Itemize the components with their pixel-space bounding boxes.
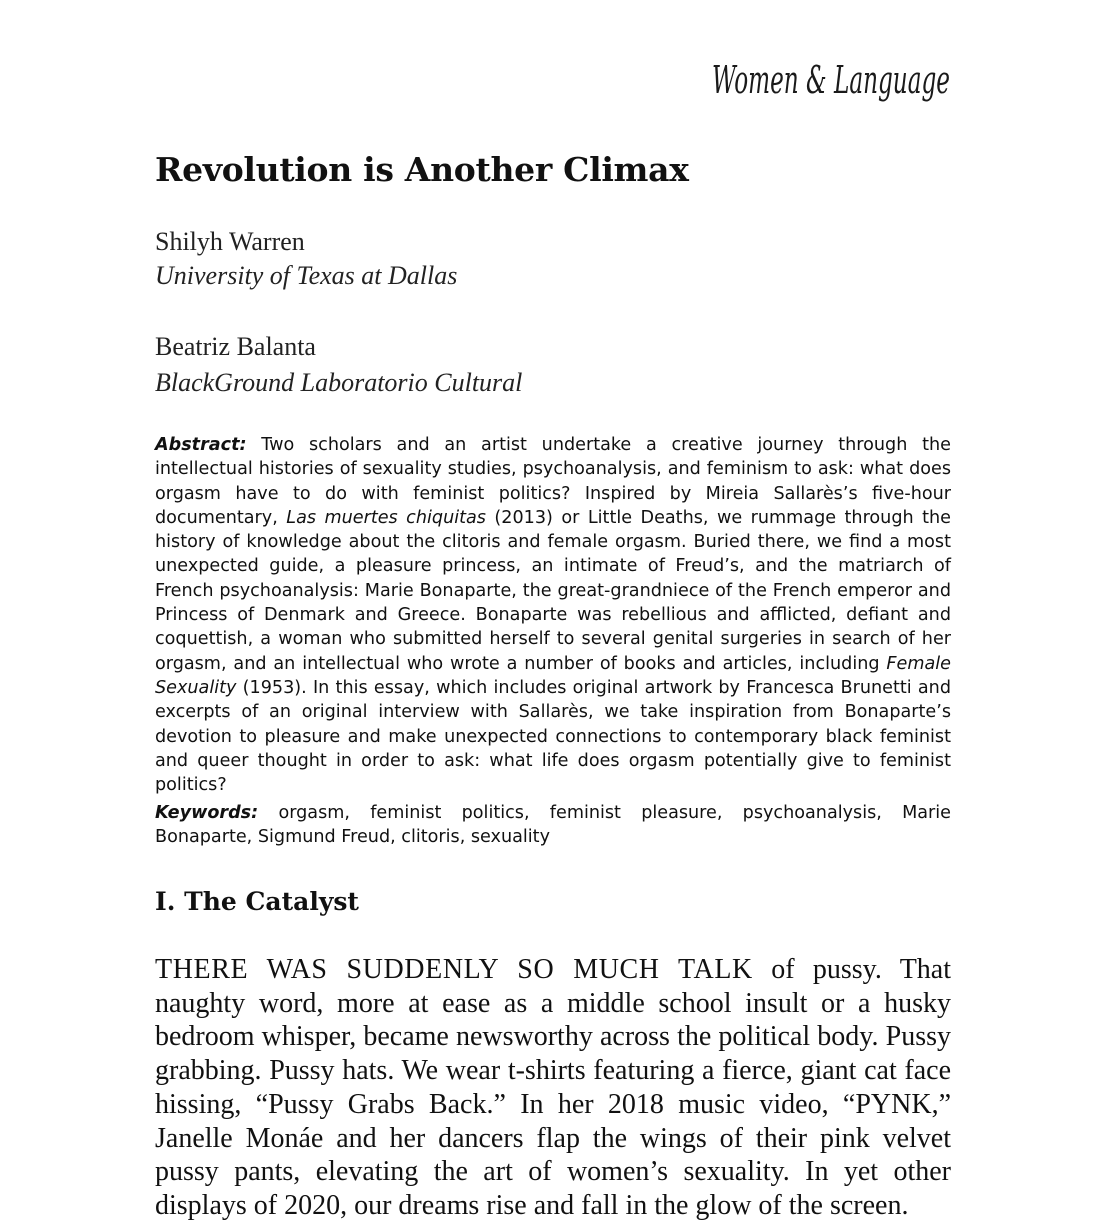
abstract-label: Abstract: bbox=[155, 435, 247, 455]
journal-logo bbox=[706, 38, 956, 128]
abstract-text: (1953). In this essay, which includes original artwork by Francesca Brunetti and excerpts of an original interview with Sallarès, we take inspiration from Bonaparte’s devotion to pleasure and make unexpected connections to contemporary black feminist and queer thought in order to ask: what life does orgasm potentially give to feminist politics? bbox=[155, 677, 951, 796]
article-title: Revolution is Another Climax bbox=[155, 150, 689, 189]
abstract-book-title: Female Sexuality bbox=[155, 653, 951, 698]
abstract-text: (2013) or Little Deaths, we rummage through the history of knowledge about the clitoris and female orgasm. Buried there, we find a most unexpected guide, a pleasure princess, an intimate of Freud’s, and the matriarch of French psychoanalysis: Marie Bonaparte, the great-grandniece of the French emperor and Princess of Denmark and Greece. Bonaparte was rebellious and afflicted, defiant and coquettish, a woman who submitted herself to several genital surgeries in search of her orgasm, and an intellectual who wrote a number of books and articles, including bbox=[155, 507, 951, 674]
keywords-text: orgasm, feminist politics, feminist pleasure, psychoanalysis, Marie Bonaparte, Sigmund Freud, clitoris, sexuality bbox=[155, 803, 951, 848]
abstract-film-title: Las muertes chiquitas bbox=[286, 507, 486, 528]
author-name: Beatriz Balanta bbox=[155, 332, 316, 361]
journal-logo-script bbox=[706, 38, 956, 128]
author-affiliation: University of Texas at Dallas bbox=[155, 261, 458, 290]
author-affiliation: BlackGround Laboratorio Cultural bbox=[155, 368, 523, 397]
keywords bbox=[155, 801, 951, 850]
keywords-label: Keywords: bbox=[155, 803, 259, 823]
body-lead-caps: THERE WAS SUDDENLY SO MUCH TALK bbox=[155, 954, 753, 985]
abstract bbox=[155, 433, 951, 797]
abstract-text: Two scholars and an artist undertake a creative journey through the intellectual histories of sexuality studies, psychoanalysis, and feminism to ask: what does orgasm have to do with feminist politics? Inspired by Mireia Sallarès’s five-hour documentary, bbox=[155, 435, 951, 528]
section-heading: I. The Catalyst bbox=[155, 887, 359, 916]
author-name: Shilyh Warren bbox=[155, 227, 305, 256]
body-text: of pussy. That naughty word, more at ease as a middle school insult or a husky bedroom whisper, became newsworthy across the political body. Pussy grabbing. Pussy hats. We wear t-shirts featuring a fierce, giant cat face hissing, “Pussy Grabs Back.” In her 2018 music video, “PYNK,” Janelle Monáe and her dancers flap the wings of their pink velvet pussy pants, elevating the art of women’s sexuality. In yet other displays of 2020, our dreams rise and fall in the glow of the screen. bbox=[155, 954, 951, 1221]
journal-logo-text: Women & Language bbox=[712, 58, 950, 102]
body-paragraph bbox=[155, 953, 951, 1223]
